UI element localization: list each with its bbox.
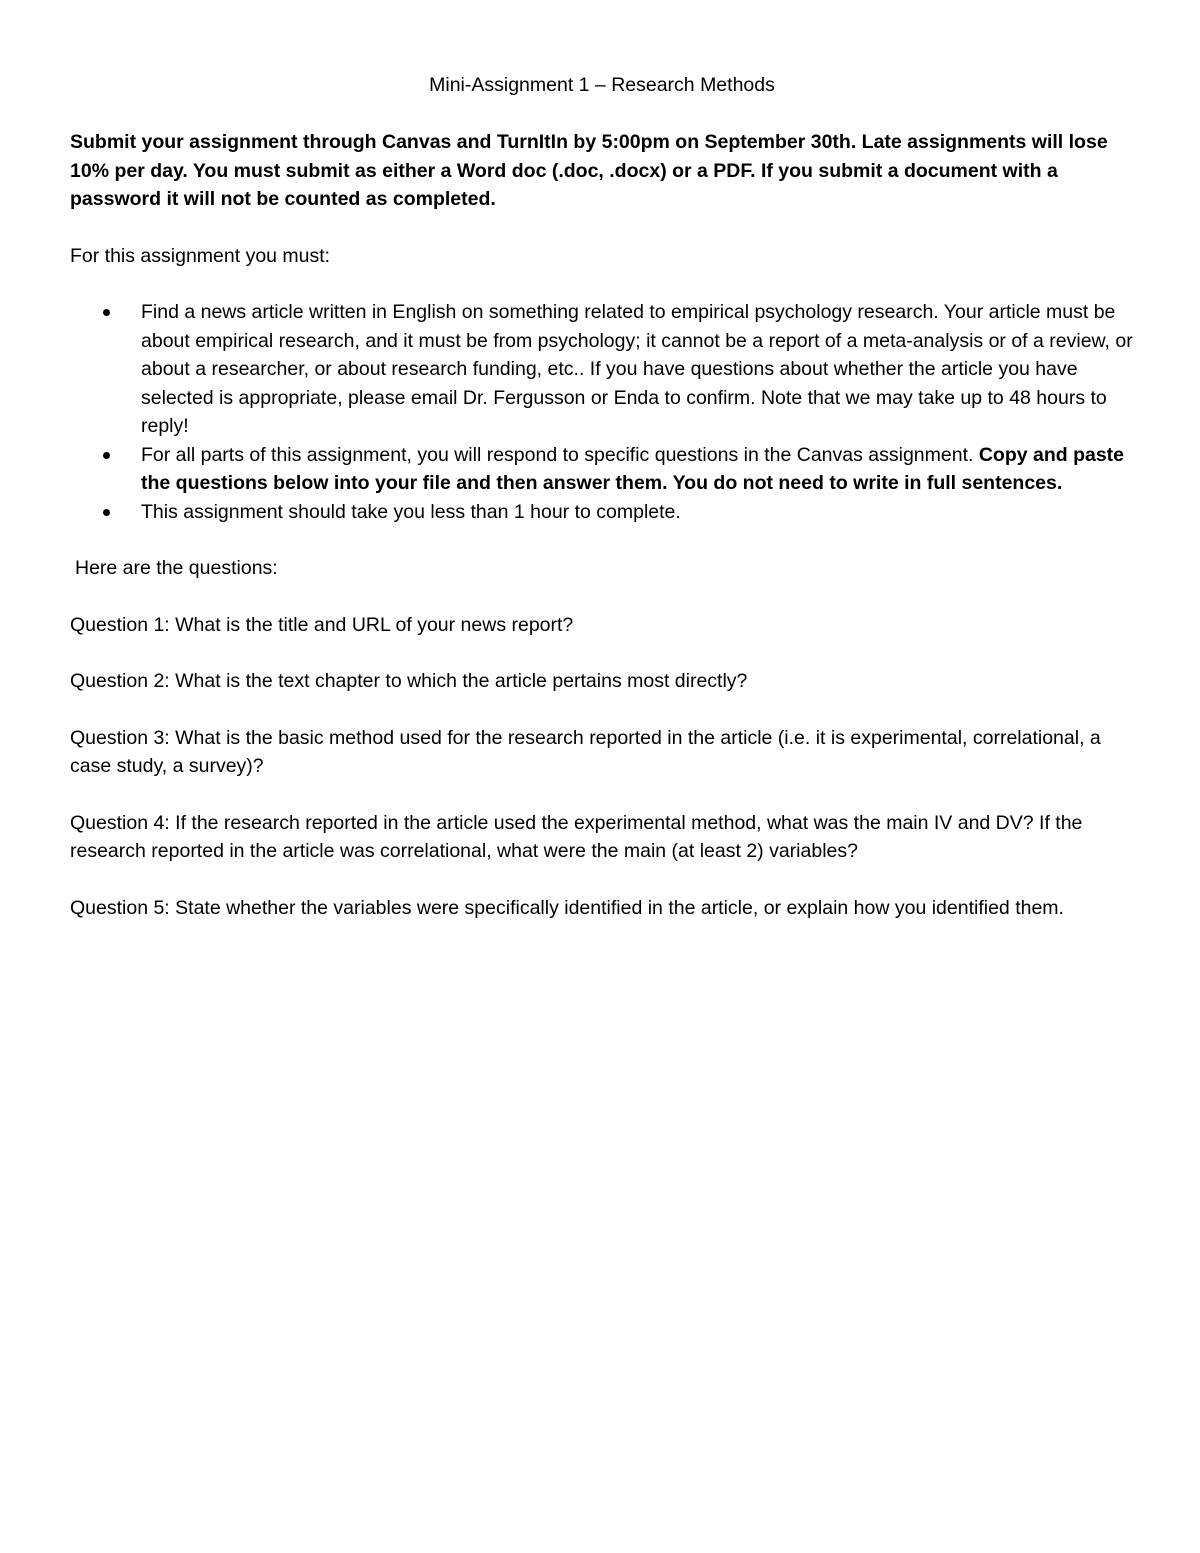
document-content: [70, 70, 1134, 950]
bullet-text: This assignment should take you less than 1 hour to complete.: [141, 500, 681, 523]
submission-notice: Submit your assignment through Canvas and TurnItIn by 5:00pm on September 30th. Late assignments will lose 10% per day. You must submit as either a Word doc (.doc, .docx) or a PDF. If you submit a document with a password it will not be counted as completed.: [70, 131, 1108, 210]
intro-text: For this assignment you must:: [70, 244, 331, 267]
question-5: Question 5: State whether the variables were specifically identified in the article, or explain how you identified them.: [70, 896, 1064, 919]
bullet-icon: [103, 309, 110, 316]
question-2: Question 2: What is the text chapter to which the article pertains most directly?: [70, 670, 748, 692]
bullet-text: Find a news article written in English on something related to empirical psychology research. Your article must be about empirical research, and it must be from psychology; it cannot be a report of a meta-analysis or of a review, or about a researcher, or about research funding, etc.. If you have questions about whether the article you have selected is appropriate, please email Dr. Fergusson or Enda to confirm. Note that we may take up to 48 hours to reply!: [141, 301, 1133, 437]
list-item: [70, 298, 1134, 441]
list-item: [70, 441, 1134, 498]
question-3: Question 3: What is the basic method used for the research reported in the article (i.e. it is experimental, correlational, a case study, a survey)?: [70, 726, 1101, 777]
requirements-list: [70, 298, 1134, 526]
bullet-text: For all parts of this assignment, you will respond to specific questions in the Canvas assignment.: [141, 443, 979, 466]
document-title: Mini-Assignment 1 – Research Methods: [429, 74, 775, 96]
question-4: Question 4: If the research reported in the article used the experimental method, what was the main IV and DV? If the research reported in the article was correlational, what were the main (at least 2) variables?: [70, 811, 1083, 862]
questions-heading: Here are the questions:: [75, 557, 278, 579]
bullet-icon: [103, 452, 110, 459]
question-1: Question 1: What is the title and URL of your news report?: [70, 613, 574, 636]
bullet-bold-text: Copy and paste the questions below into your file and then answer them. You do not need to write in full sentences.: [141, 443, 1125, 494]
bullet-icon: [103, 509, 110, 516]
list-item: [70, 498, 1134, 527]
